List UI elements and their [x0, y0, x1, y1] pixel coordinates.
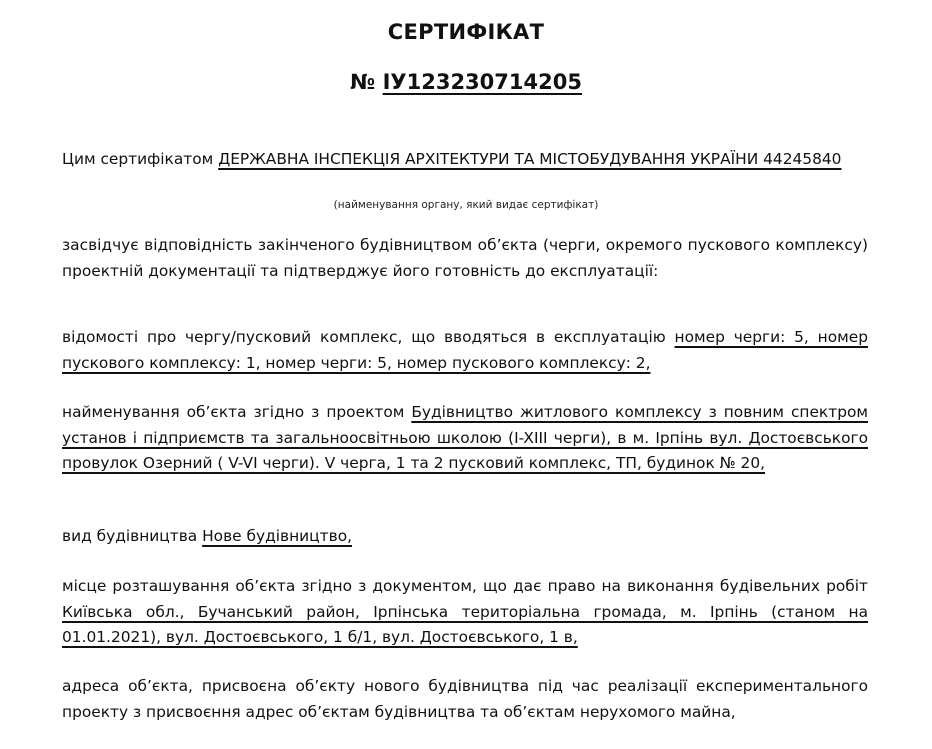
attestation-paragraph: засвідчує відповідність закінченого будівництвом об’єкта (черги, окремого пускового комплексу) проектній документації та підтверджує його готовність до експлуатації:: [62, 236, 868, 280]
queue-label: відомості про чергу/пусковий комплекс, що вводяться в експлуатацію: [62, 328, 666, 346]
issuer-intro: Цим сертифікатом: [62, 150, 214, 168]
document-title: СЕРТИФІКАТ: [387, 20, 545, 44]
location-paragraph: [62, 574, 868, 651]
object-name-value: Будівництво житлового комплексу з повним спектром установ і підприємств та загальноосвітньою школою (I-XIII черги), в м. Ірпінь вул. Достоєвського провулок Озерний ( V-VI черги). V черга, 1 та 2 пусковий комплекс, ТП, будинок № 20,: [62, 403, 868, 472]
construction-type-paragraph: [62, 524, 868, 550]
address-paragraph: адреса об’єкта, присвоєна об’єкту нового будівництва під час реалізації експериментального проекту з присвоєння адрес об’єктам будівництва та об’єктам нерухомого майна,: [62, 677, 868, 721]
construction-type-label: вид будівництва: [62, 527, 198, 545]
construction-type-value: Нове будівництво,: [202, 527, 353, 545]
queue-paragraph: [62, 325, 868, 376]
location-label: місце розташування об’єкта згідно з документом, що дає право на виконання будівельних робіт: [62, 577, 868, 595]
issuer-name: ДЕРЖАВНА ІНСПЕКЦІЯ АРХІТЕКТУРИ ТА МІСТОБУДУВАННЯ УКРАЇНИ 44245840: [218, 150, 842, 168]
issuer-caption: (найменування органу, який видає сертифікат): [333, 199, 599, 211]
certificate-number: [0, 70, 932, 94]
object-name-label: найменування об’єкта згідно з проектом: [62, 403, 405, 421]
number-prefix: №: [350, 70, 376, 94]
issuer-paragraph: [62, 147, 868, 173]
number-value: ІУ123230714205: [382, 70, 582, 94]
queue-value: номер черги: 5, номер пускового комплексу: 1, номер черги: 5, номер пускового комплексу: 2,: [62, 328, 868, 372]
location-value: Київська обл., Бучанський район, Ірпінська територіальна громада, м. Ірпінь (станом на 01.01.2021), вул. Достоєвського, 1 б/1, вул. Достоєвського, 1 в,: [62, 602, 868, 646]
object-name-paragraph: [62, 400, 868, 477]
